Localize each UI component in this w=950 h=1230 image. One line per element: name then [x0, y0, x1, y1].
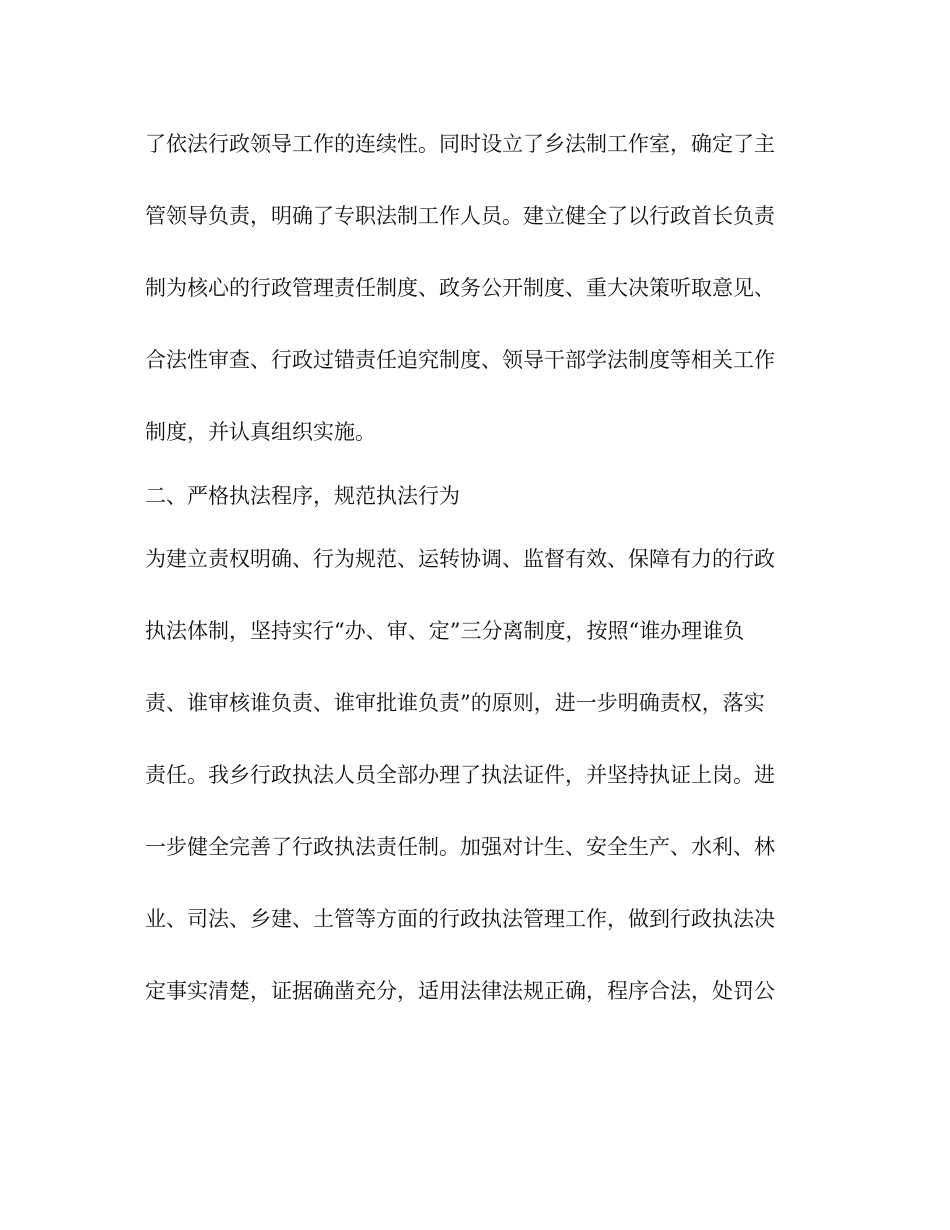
paragraph-1-line-4: 合法性审查、行政过错责任追究制度、领导干部学法制度等相关工作	[145, 348, 775, 372]
paragraph-2-line-4: 责任。我乡行政执法人员全部办理了执法证件，并坚持执证上岗。进	[145, 763, 775, 787]
paragraph-1-line-1: 了依法行政领导工作的连续性。同时设立了乡法制工作室，确定了主	[145, 132, 775, 156]
paragraph-2-line-6: 业、司法、乡建、土管等方面的行政执法管理工作，做到行政执法决	[145, 907, 775, 931]
paragraph-1-line-2: 管领导负责，明确了专职法制工作人员。建立健全了以行政首长负责	[145, 204, 775, 228]
section-heading: 二、严格执法程序，规范执法行为	[145, 484, 460, 508]
paragraph-2-line-2: 执法体制，坚持实行“办、审、定”三分离制度，按照“谁办理谁负	[145, 619, 745, 643]
paragraph-1-line-3: 制为核心的行政管理责任制度、政务公开制度、重大决策听取意见、	[145, 276, 775, 300]
paragraph-2-line-3: 责、谁审核谁负责、谁审批谁负责”的原则，进一步明确责权，落实	[145, 691, 765, 715]
paragraph-2-line-5: 一步健全完善了行政执法责任制。加强对计生、安全生产、水利、林	[145, 835, 775, 859]
paragraph-1-line-5: 制度，并认真组织实施。	[145, 420, 376, 444]
paragraph-2-line-1: 为建立责权明确、行为规范、运转协调、监督有效、保障有力的行政	[145, 547, 775, 571]
paragraph-2-line-7: 定事实清楚，证据确凿充分，适用法律法规正确，程序合法，处罚公	[145, 979, 775, 1003]
